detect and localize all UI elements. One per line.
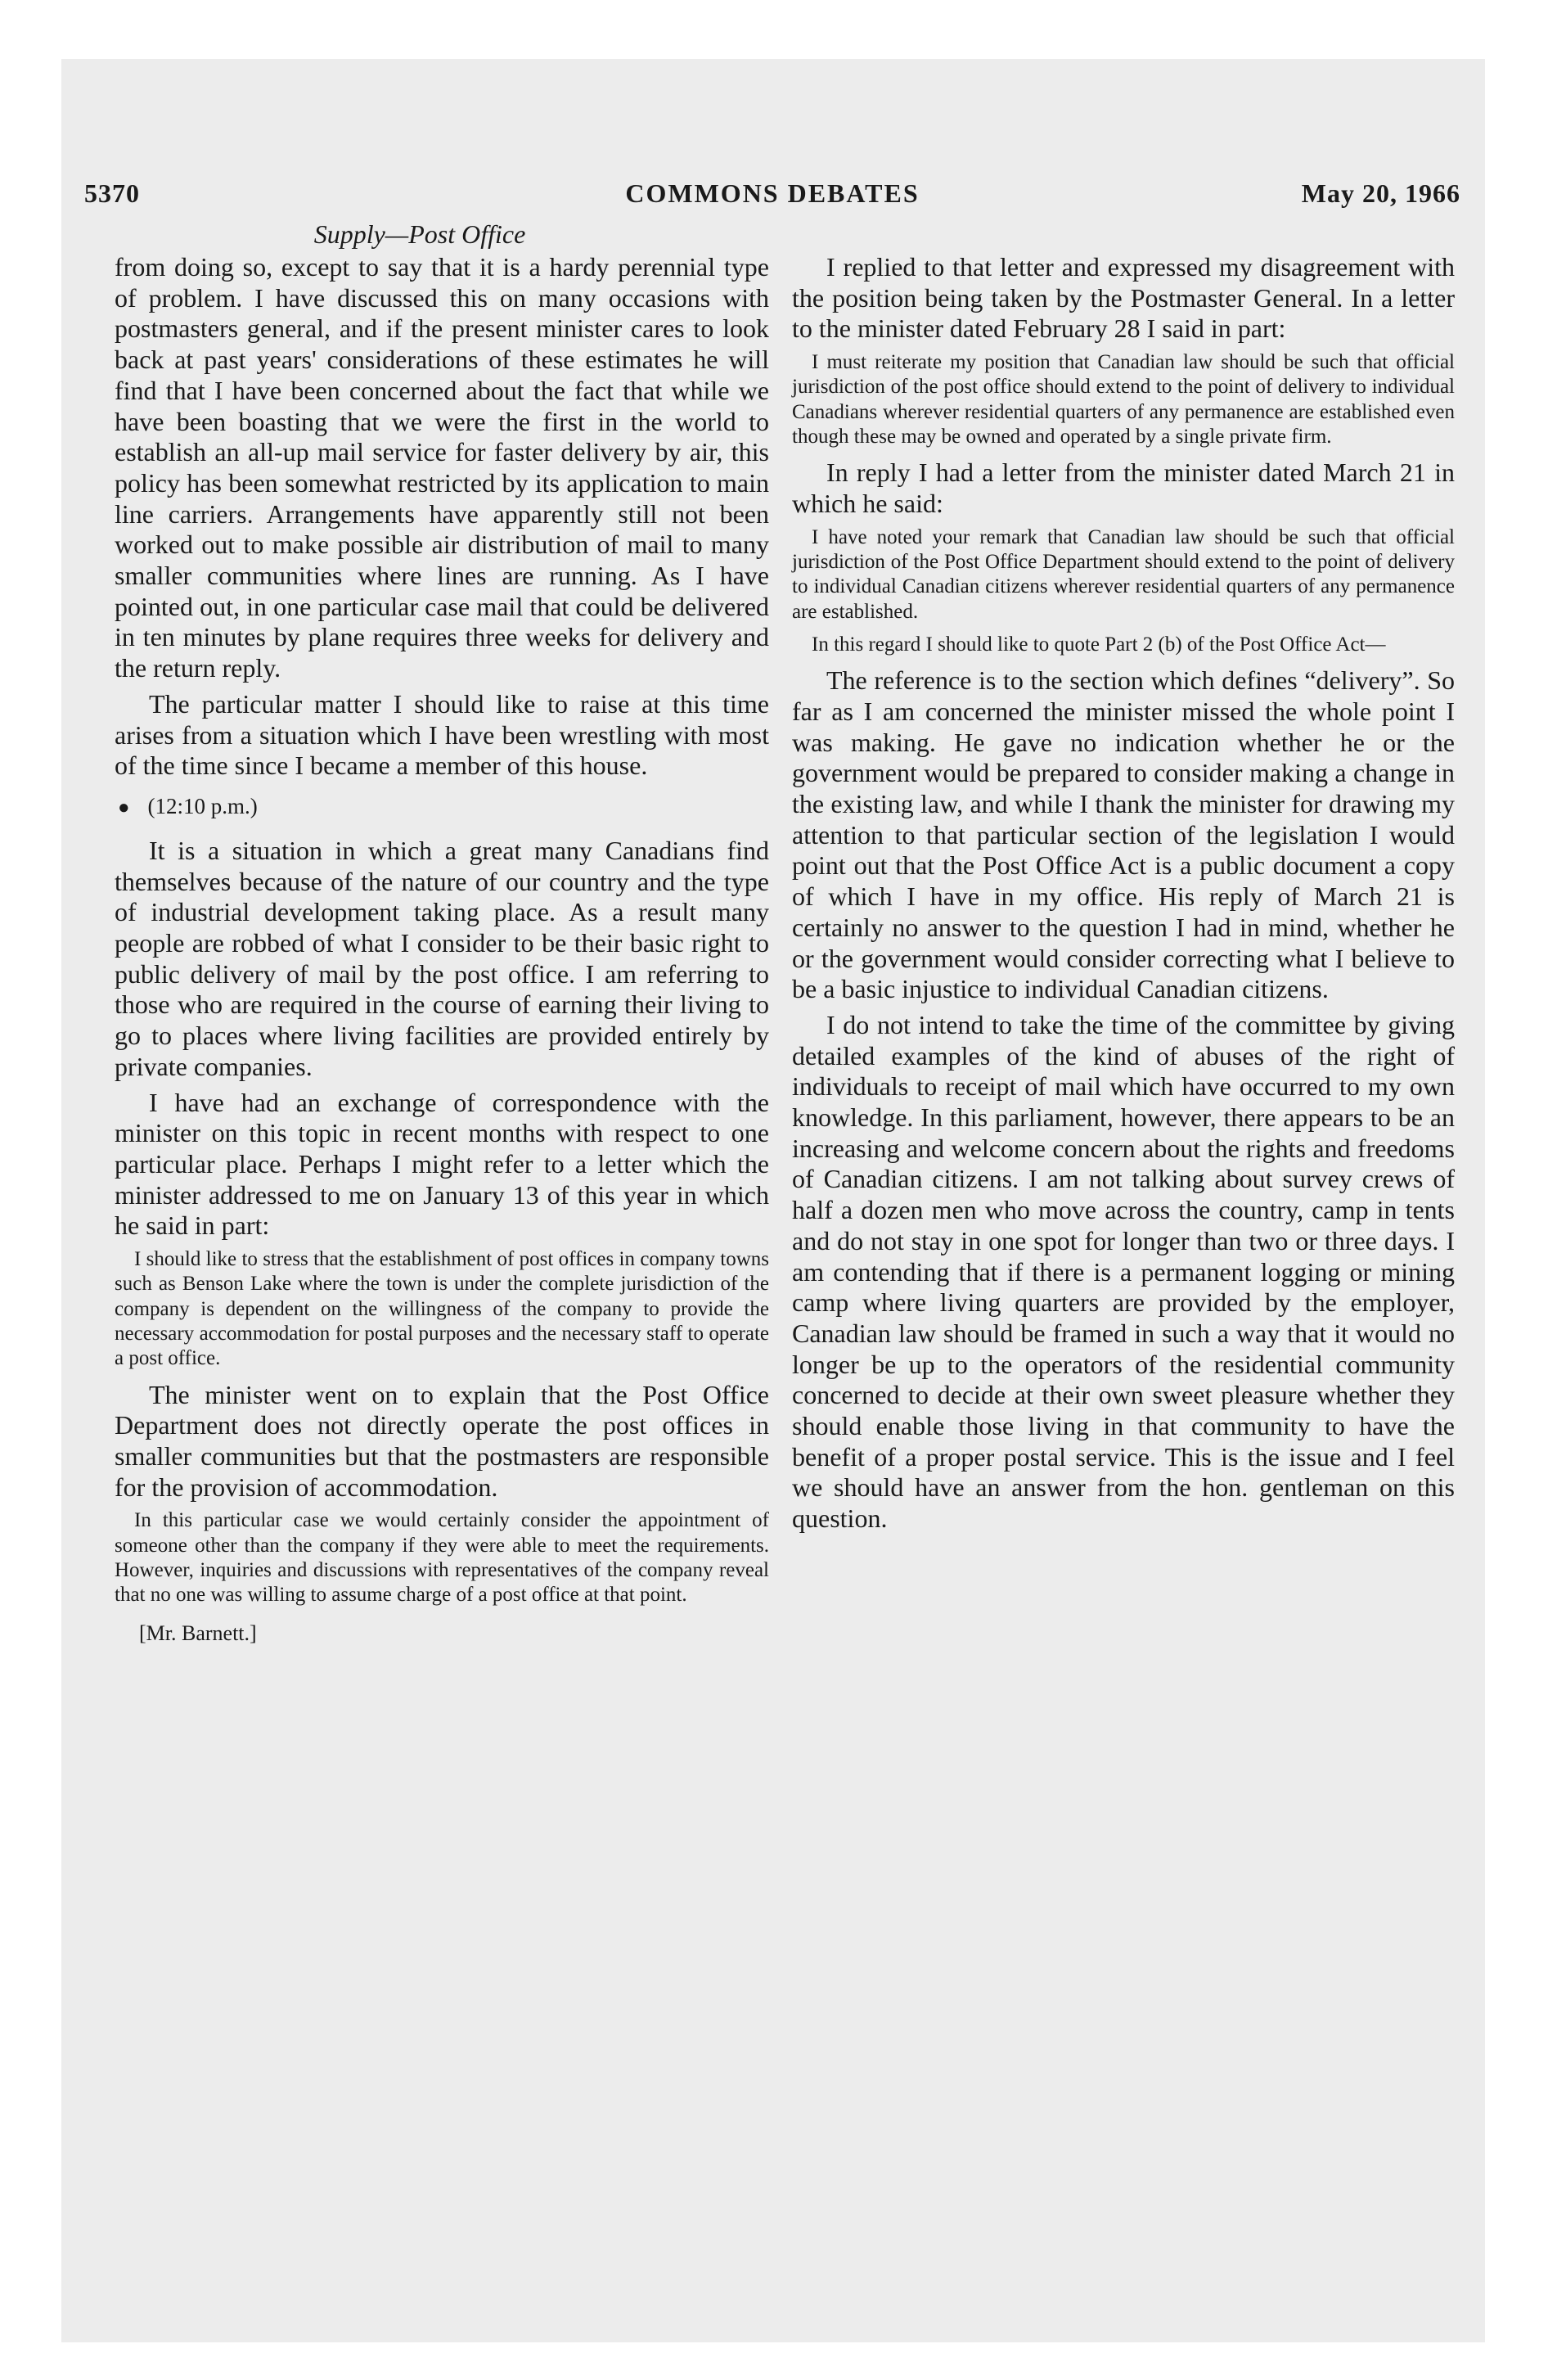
paragraph: from doing so, except to say that it is a hardy perennial type of problem. I have discussed this on many occasions with postmasters general, and if the present minister cares to look back at past years' considerations of these estimates he will find that I have been concerned about the fact that while we have been boasting that we were the first in the world to establish an all-up mail service for faster delivery by air, this policy has been somewhat restricted by its application to main line carriers. Arrangements have apparently still not been worked out to make possible air distribution of mail to many smaller communities where lines are running. As I have pointed out, in one particular case mail that could be delivered in ten minutes by plane requires three weeks for delivery and the return reply. <box>115 252 769 683</box>
block-quote: In this regard I should like to quote Part 2 (b) of the Post Office Act— <box>812 633 1386 656</box>
bullet-icon: ● <box>118 796 130 818</box>
paragraph: I have had an exchange of correspondence with the minister on this topic in recent months with respect to one particular place. Perhaps I might refer to a letter which the minister addressed to me on January 13 of this year in which he said in part: <box>115 1087 769 1241</box>
time-stamp <box>115 793 769 821</box>
block-quote: I must reiterate my position that Canadian law should be such that official jurisdiction of the post office should extend to the point of delivery to individual Canadians wherever residential quarters of any permanence are established even though these may be owned and operated by a single private firm. <box>792 351 1455 448</box>
paragraph: In reply I had a letter from the minister dated March 21 in which he said: <box>792 458 1455 518</box>
page-number: 5370 <box>84 178 140 208</box>
time-label: (12:10 p.m.) <box>147 793 258 818</box>
block-quote: In this particular case we would certainly consider the appointment of someone other than the company if they were able to meet the requirements. However, inquiries and discussions with representatives of the company reveal that no one was willing to assume charge of a post office at that point. <box>115 1509 769 1607</box>
paragraph: It is a situation in which a great many Canadians find themselves because of the nature of our country and the type of industrial development taking place. As a result many people are robbed of what I consider to be their basic right to public delivery of mail by the post office. I am referring to those who are required in the course of earning their living to go to places where living facilities are provided entirely by private companies. <box>115 835 769 1081</box>
section-heading: Supply—Post Office <box>313 219 526 249</box>
right-column <box>792 252 1455 1535</box>
block-quote: I have noted your remark that Canadian law should be such that official jurisdiction of the Post Office Department should extend to the point of delivery to individual Canadian citizens wherever residential quarters of any permanence are established. <box>792 525 1455 623</box>
block-quote: I should like to stress that the establishment of post offices in company towns such as Benson Lake where the town is under the complete jurisdiction of the company is dependent on the willingness of the company to provide the necessary accommodation for postal purposes and the necessary staff to operate a post office. <box>115 1248 769 1370</box>
paragraph: I do not intend to take the time of the committee by giving detailed examples of the kind of abuses of the right of individuals to receipt of mail which have occurred to my own knowledge. In this parliament, however, there appears to be an increasing and welcome concern about the rights and freedoms of Canadian citizens. I am not talking about survey crews of half a dozen men who move across the country, camp in tents and do not stay in one spot for longer than two or three days. I am contending that if there is a permanent logging or mining camp where living quarters are provided by the employer, Canadian law should be framed in such a way that it would no longer be up to the operators of the residential community concerned to decide at their own sweet pleasure whether they should enable those living in that community to have the benefit of a proper postal service. This is the issue and I feel we should have an answer from the hon. gentleman on this question. <box>792 1009 1455 1534</box>
page-date: May 20, 1966 <box>1301 178 1460 208</box>
left-column <box>115 252 769 1646</box>
speaker-attribution: [Mr. Barnett.] <box>139 1620 257 1645</box>
page-header <box>84 178 1460 214</box>
paragraph: The minister went on to explain that the Post Office Department does not directly operate the post offices in smaller communities but that the postmasters are responsible for the provision of accommodation. <box>115 1379 769 1502</box>
paragraph: The particular matter I should like to raise at this time arises from a situation which I have been wrestling with most of the time since I became a member of this house. <box>115 688 769 781</box>
paragraph: The reference is to the section which defines “delivery”. So far as I am concerned the minister missed the whole point I was making. He gave no indication whether he or the government would be prepared to consider making a change in the existing law, and while I thank the minister for drawing my attention to that particular section of the legislation I would point out that the Post Office Act is a public document a copy of which I have in my office. His reply of March 21 is certainly no answer to the question I had in mind, whether he or the government would consider correcting what I believe to be a basic injustice to individual Canadian citizens. <box>792 665 1455 1004</box>
paragraph: I replied to that letter and expressed my disagreement with the position being taken by the Postmaster General. In a letter to the minister dated February 28 I said in part: <box>792 252 1455 344</box>
publication-title: COMMONS DEBATES <box>625 178 920 208</box>
